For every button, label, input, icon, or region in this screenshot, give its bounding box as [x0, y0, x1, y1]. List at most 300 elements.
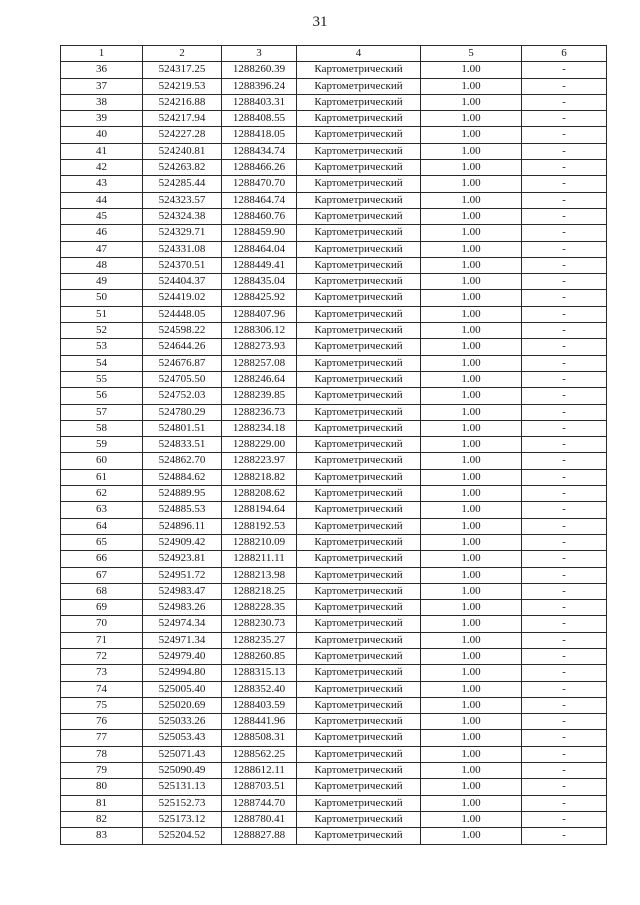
x-coordinate-cell: 524971.34	[143, 632, 222, 648]
column-header: 4	[297, 46, 421, 62]
note-cell: -	[522, 94, 607, 110]
table-body	[61, 62, 607, 844]
note-cell: -	[522, 486, 607, 502]
point-number-cell: 69	[61, 600, 143, 616]
note-cell: -	[522, 681, 607, 697]
note-cell: -	[522, 518, 607, 534]
y-coordinate-cell: 1288703.51	[222, 779, 297, 795]
table-row	[61, 551, 607, 567]
x-coordinate-cell: 525071.43	[143, 746, 222, 762]
y-coordinate-cell: 1288230.73	[222, 616, 297, 632]
table-header-row	[61, 46, 607, 62]
accuracy-cell: 1.00	[421, 176, 522, 192]
table-row	[61, 371, 607, 387]
x-coordinate-cell: 525053.43	[143, 730, 222, 746]
method-cell: Картометрический	[297, 730, 421, 746]
point-number-cell: 40	[61, 127, 143, 143]
note-cell: -	[522, 453, 607, 469]
note-cell: -	[522, 127, 607, 143]
table-row	[61, 208, 607, 224]
accuracy-cell: 1.00	[421, 828, 522, 844]
x-coordinate-cell: 524227.28	[143, 127, 222, 143]
note-cell: -	[522, 828, 607, 844]
y-coordinate-cell: 1288403.59	[222, 697, 297, 713]
point-number-cell: 46	[61, 225, 143, 241]
method-cell: Картометрический	[297, 404, 421, 420]
x-coordinate-cell: 524833.51	[143, 437, 222, 453]
y-coordinate-cell: 1288192.53	[222, 518, 297, 534]
x-coordinate-cell: 524801.51	[143, 420, 222, 436]
point-number-cell: 50	[61, 290, 143, 306]
method-cell: Картометрический	[297, 502, 421, 518]
note-cell: -	[522, 811, 607, 827]
point-number-cell: 41	[61, 143, 143, 159]
point-number-cell: 67	[61, 567, 143, 583]
y-coordinate-cell: 1288246.64	[222, 371, 297, 387]
table-row	[61, 290, 607, 306]
table-row	[61, 502, 607, 518]
note-cell: -	[522, 583, 607, 599]
note-cell: -	[522, 567, 607, 583]
y-coordinate-cell: 1288273.93	[222, 339, 297, 355]
y-coordinate-cell: 1288236.73	[222, 404, 297, 420]
column-header: 3	[222, 46, 297, 62]
note-cell: -	[522, 648, 607, 664]
accuracy-cell: 1.00	[421, 779, 522, 795]
note-cell: -	[522, 616, 607, 632]
note-cell: -	[522, 469, 607, 485]
accuracy-cell: 1.00	[421, 697, 522, 713]
x-coordinate-cell: 524219.53	[143, 78, 222, 94]
point-number-cell: 61	[61, 469, 143, 485]
accuracy-cell: 1.00	[421, 192, 522, 208]
point-number-cell: 44	[61, 192, 143, 208]
accuracy-cell: 1.00	[421, 388, 522, 404]
table-row	[61, 811, 607, 827]
note-cell: -	[522, 665, 607, 681]
y-coordinate-cell: 1288257.08	[222, 355, 297, 371]
accuracy-cell: 1.00	[421, 632, 522, 648]
y-coordinate-cell: 1288210.09	[222, 534, 297, 550]
accuracy-cell: 1.00	[421, 274, 522, 290]
method-cell: Картометрический	[297, 274, 421, 290]
table-row	[61, 241, 607, 257]
point-number-cell: 52	[61, 323, 143, 339]
accuracy-cell: 1.00	[421, 437, 522, 453]
accuracy-cell: 1.00	[421, 62, 522, 78]
method-cell: Картометрический	[297, 355, 421, 371]
table-row	[61, 78, 607, 94]
point-number-cell: 74	[61, 681, 143, 697]
note-cell: -	[522, 795, 607, 811]
note-cell: -	[522, 420, 607, 436]
method-cell: Картометрический	[297, 811, 421, 827]
table-row	[61, 763, 607, 779]
point-number-cell: 63	[61, 502, 143, 518]
x-coordinate-cell: 524884.62	[143, 469, 222, 485]
x-coordinate-cell: 524974.34	[143, 616, 222, 632]
note-cell: -	[522, 763, 607, 779]
x-coordinate-cell: 524323.57	[143, 192, 222, 208]
y-coordinate-cell: 1288449.41	[222, 257, 297, 273]
y-coordinate-cell: 1288403.31	[222, 94, 297, 110]
table-row	[61, 616, 607, 632]
accuracy-cell: 1.00	[421, 795, 522, 811]
point-number-cell: 79	[61, 763, 143, 779]
table-row	[61, 437, 607, 453]
y-coordinate-cell: 1288239.85	[222, 388, 297, 404]
x-coordinate-cell: 524329.71	[143, 225, 222, 241]
accuracy-cell: 1.00	[421, 306, 522, 322]
method-cell: Картометрический	[297, 567, 421, 583]
column-header: 2	[143, 46, 222, 62]
x-coordinate-cell: 524923.81	[143, 551, 222, 567]
y-coordinate-cell: 1288223.97	[222, 453, 297, 469]
table-row	[61, 469, 607, 485]
note-cell: -	[522, 779, 607, 795]
method-cell: Картометрический	[297, 192, 421, 208]
note-cell: -	[522, 62, 607, 78]
note-cell: -	[522, 746, 607, 762]
x-coordinate-cell: 524909.42	[143, 534, 222, 550]
accuracy-cell: 1.00	[421, 111, 522, 127]
table-row	[61, 143, 607, 159]
point-number-cell: 78	[61, 746, 143, 762]
x-coordinate-cell: 524324.38	[143, 208, 222, 224]
method-cell: Картометрический	[297, 616, 421, 632]
note-cell: -	[522, 306, 607, 322]
accuracy-cell: 1.00	[421, 567, 522, 583]
x-coordinate-cell: 524676.87	[143, 355, 222, 371]
y-coordinate-cell: 1288508.31	[222, 730, 297, 746]
y-coordinate-cell: 1288470.70	[222, 176, 297, 192]
y-coordinate-cell: 1288562.25	[222, 746, 297, 762]
note-cell: -	[522, 274, 607, 290]
note-cell: -	[522, 339, 607, 355]
point-number-cell: 70	[61, 616, 143, 632]
table-row	[61, 323, 607, 339]
method-cell: Картометрический	[297, 388, 421, 404]
table-row	[61, 697, 607, 713]
method-cell: Картометрический	[297, 176, 421, 192]
x-coordinate-cell: 524983.47	[143, 583, 222, 599]
x-coordinate-cell: 525204.52	[143, 828, 222, 844]
note-cell: -	[522, 241, 607, 257]
note-cell: -	[522, 257, 607, 273]
note-cell: -	[522, 632, 607, 648]
y-coordinate-cell: 1288260.39	[222, 62, 297, 78]
table-row	[61, 665, 607, 681]
x-coordinate-cell: 524370.51	[143, 257, 222, 273]
point-number-cell: 66	[61, 551, 143, 567]
table-row	[61, 160, 607, 176]
point-number-cell: 54	[61, 355, 143, 371]
accuracy-cell: 1.00	[421, 518, 522, 534]
point-number-cell: 62	[61, 486, 143, 502]
method-cell: Картометрический	[297, 257, 421, 273]
y-coordinate-cell: 1288396.24	[222, 78, 297, 94]
note-cell: -	[522, 192, 607, 208]
method-cell: Картометрический	[297, 551, 421, 567]
point-number-cell: 60	[61, 453, 143, 469]
accuracy-cell: 1.00	[421, 534, 522, 550]
method-cell: Картометрический	[297, 681, 421, 697]
table-row	[61, 828, 607, 844]
y-coordinate-cell: 1288418.05	[222, 127, 297, 143]
accuracy-cell: 1.00	[421, 746, 522, 762]
table-row	[61, 339, 607, 355]
x-coordinate-cell: 524983.26	[143, 600, 222, 616]
accuracy-cell: 1.00	[421, 241, 522, 257]
table-row	[61, 257, 607, 273]
y-coordinate-cell: 1288229.00	[222, 437, 297, 453]
point-number-cell: 64	[61, 518, 143, 534]
x-coordinate-cell: 525090.49	[143, 763, 222, 779]
y-coordinate-cell: 1288194.64	[222, 502, 297, 518]
y-coordinate-cell: 1288466.26	[222, 160, 297, 176]
y-coordinate-cell: 1288315.13	[222, 665, 297, 681]
y-coordinate-cell: 1288612.11	[222, 763, 297, 779]
method-cell: Картометрический	[297, 78, 421, 94]
accuracy-cell: 1.00	[421, 160, 522, 176]
accuracy-cell: 1.00	[421, 94, 522, 110]
y-coordinate-cell: 1288352.40	[222, 681, 297, 697]
table-row	[61, 62, 607, 78]
accuracy-cell: 1.00	[421, 404, 522, 420]
note-cell: -	[522, 111, 607, 127]
y-coordinate-cell: 1288464.04	[222, 241, 297, 257]
y-coordinate-cell: 1288464.74	[222, 192, 297, 208]
y-coordinate-cell: 1288744.70	[222, 795, 297, 811]
method-cell: Картометрический	[297, 828, 421, 844]
table-row	[61, 420, 607, 436]
table-row	[61, 534, 607, 550]
note-cell: -	[522, 502, 607, 518]
method-cell: Картометрический	[297, 241, 421, 257]
y-coordinate-cell: 1288441.96	[222, 714, 297, 730]
method-cell: Картометрический	[297, 534, 421, 550]
accuracy-cell: 1.00	[421, 355, 522, 371]
method-cell: Картометрический	[297, 62, 421, 78]
accuracy-cell: 1.00	[421, 730, 522, 746]
column-header: 6	[522, 46, 607, 62]
note-cell: -	[522, 160, 607, 176]
accuracy-cell: 1.00	[421, 323, 522, 339]
method-cell: Картометрический	[297, 763, 421, 779]
method-cell: Картометрический	[297, 453, 421, 469]
table-row	[61, 567, 607, 583]
point-number-cell: 82	[61, 811, 143, 827]
accuracy-cell: 1.00	[421, 714, 522, 730]
note-cell: -	[522, 323, 607, 339]
x-coordinate-cell: 524979.40	[143, 648, 222, 664]
point-number-cell: 59	[61, 437, 143, 453]
point-number-cell: 71	[61, 632, 143, 648]
x-coordinate-cell: 524217.94	[143, 111, 222, 127]
x-coordinate-cell: 524752.03	[143, 388, 222, 404]
accuracy-cell: 1.00	[421, 339, 522, 355]
y-coordinate-cell: 1288408.55	[222, 111, 297, 127]
note-cell: -	[522, 730, 607, 746]
y-coordinate-cell: 1288407.96	[222, 306, 297, 322]
point-number-cell: 75	[61, 697, 143, 713]
point-number-cell: 80	[61, 779, 143, 795]
table-row	[61, 274, 607, 290]
method-cell: Картометрический	[297, 648, 421, 664]
method-cell: Картометрический	[297, 600, 421, 616]
note-cell: -	[522, 225, 607, 241]
x-coordinate-cell: 524598.22	[143, 323, 222, 339]
point-number-cell: 45	[61, 208, 143, 224]
x-coordinate-cell: 524705.50	[143, 371, 222, 387]
point-number-cell: 49	[61, 274, 143, 290]
x-coordinate-cell: 524448.05	[143, 306, 222, 322]
accuracy-cell: 1.00	[421, 551, 522, 567]
x-coordinate-cell: 525131.13	[143, 779, 222, 795]
column-header: 1	[61, 46, 143, 62]
y-coordinate-cell: 1288213.98	[222, 567, 297, 583]
y-coordinate-cell: 1288780.41	[222, 811, 297, 827]
x-coordinate-cell: 524994.80	[143, 665, 222, 681]
accuracy-cell: 1.00	[421, 290, 522, 306]
accuracy-cell: 1.00	[421, 371, 522, 387]
accuracy-cell: 1.00	[421, 208, 522, 224]
y-coordinate-cell: 1288211.11	[222, 551, 297, 567]
table-row	[61, 681, 607, 697]
table-row	[61, 600, 607, 616]
coordinates-table	[60, 45, 607, 845]
x-coordinate-cell: 524862.70	[143, 453, 222, 469]
point-number-cell: 55	[61, 371, 143, 387]
table-row	[61, 486, 607, 502]
accuracy-cell: 1.00	[421, 453, 522, 469]
table-row	[61, 306, 607, 322]
y-coordinate-cell: 1288260.85	[222, 648, 297, 664]
method-cell: Картометрический	[297, 111, 421, 127]
x-coordinate-cell: 524317.25	[143, 62, 222, 78]
point-number-cell: 72	[61, 648, 143, 664]
column-header: 5	[421, 46, 522, 62]
y-coordinate-cell: 1288460.76	[222, 208, 297, 224]
point-number-cell: 77	[61, 730, 143, 746]
accuracy-cell: 1.00	[421, 78, 522, 94]
x-coordinate-cell: 524885.53	[143, 502, 222, 518]
y-coordinate-cell: 1288434.74	[222, 143, 297, 159]
table-row	[61, 730, 607, 746]
method-cell: Картометрический	[297, 632, 421, 648]
accuracy-cell: 1.00	[421, 469, 522, 485]
point-number-cell: 38	[61, 94, 143, 110]
method-cell: Картометрический	[297, 779, 421, 795]
method-cell: Картометрический	[297, 518, 421, 534]
table-row	[61, 127, 607, 143]
accuracy-cell: 1.00	[421, 681, 522, 697]
y-coordinate-cell: 1288235.27	[222, 632, 297, 648]
x-coordinate-cell: 524644.26	[143, 339, 222, 355]
table-row	[61, 632, 607, 648]
table-row	[61, 192, 607, 208]
method-cell: Картометрический	[297, 746, 421, 762]
note-cell: -	[522, 551, 607, 567]
method-cell: Картометрический	[297, 290, 421, 306]
table-row	[61, 779, 607, 795]
point-number-cell: 37	[61, 78, 143, 94]
method-cell: Картометрический	[297, 486, 421, 502]
table-row	[61, 453, 607, 469]
accuracy-cell: 1.00	[421, 225, 522, 241]
table-row	[61, 355, 607, 371]
method-cell: Картометрический	[297, 437, 421, 453]
method-cell: Картометрический	[297, 225, 421, 241]
note-cell: -	[522, 208, 607, 224]
x-coordinate-cell: 524404.37	[143, 274, 222, 290]
x-coordinate-cell: 524240.81	[143, 143, 222, 159]
table-row	[61, 225, 607, 241]
method-cell: Картометрический	[297, 160, 421, 176]
note-cell: -	[522, 714, 607, 730]
accuracy-cell: 1.00	[421, 763, 522, 779]
point-number-cell: 65	[61, 534, 143, 550]
point-number-cell: 42	[61, 160, 143, 176]
accuracy-cell: 1.00	[421, 583, 522, 599]
x-coordinate-cell: 524216.88	[143, 94, 222, 110]
method-cell: Картометрический	[297, 469, 421, 485]
point-number-cell: 76	[61, 714, 143, 730]
note-cell: -	[522, 600, 607, 616]
note-cell: -	[522, 697, 607, 713]
note-cell: -	[522, 371, 607, 387]
point-number-cell: 48	[61, 257, 143, 273]
method-cell: Картометрический	[297, 583, 421, 599]
method-cell: Картометрический	[297, 323, 421, 339]
table-row	[61, 94, 607, 110]
table-row	[61, 746, 607, 762]
method-cell: Картометрический	[297, 143, 421, 159]
note-cell: -	[522, 388, 607, 404]
y-coordinate-cell: 1288459.90	[222, 225, 297, 241]
note-cell: -	[522, 534, 607, 550]
x-coordinate-cell: 525152.73	[143, 795, 222, 811]
x-coordinate-cell: 524889.95	[143, 486, 222, 502]
y-coordinate-cell: 1288234.18	[222, 420, 297, 436]
y-coordinate-cell: 1288208.62	[222, 486, 297, 502]
note-cell: -	[522, 404, 607, 420]
method-cell: Картометрический	[297, 795, 421, 811]
y-coordinate-cell: 1288435.04	[222, 274, 297, 290]
table-row	[61, 176, 607, 192]
x-coordinate-cell: 524285.44	[143, 176, 222, 192]
y-coordinate-cell: 1288218.82	[222, 469, 297, 485]
point-number-cell: 57	[61, 404, 143, 420]
accuracy-cell: 1.00	[421, 616, 522, 632]
point-number-cell: 56	[61, 388, 143, 404]
x-coordinate-cell: 524780.29	[143, 404, 222, 420]
method-cell: Картометрический	[297, 714, 421, 730]
x-coordinate-cell: 524263.82	[143, 160, 222, 176]
y-coordinate-cell: 1288218.25	[222, 583, 297, 599]
point-number-cell: 58	[61, 420, 143, 436]
table-row	[61, 388, 607, 404]
accuracy-cell: 1.00	[421, 143, 522, 159]
accuracy-cell: 1.00	[421, 648, 522, 664]
point-number-cell: 36	[61, 62, 143, 78]
point-number-cell: 73	[61, 665, 143, 681]
x-coordinate-cell: 524896.11	[143, 518, 222, 534]
table-row	[61, 111, 607, 127]
method-cell: Картометрический	[297, 339, 421, 355]
x-coordinate-cell: 524419.02	[143, 290, 222, 306]
method-cell: Картометрический	[297, 208, 421, 224]
